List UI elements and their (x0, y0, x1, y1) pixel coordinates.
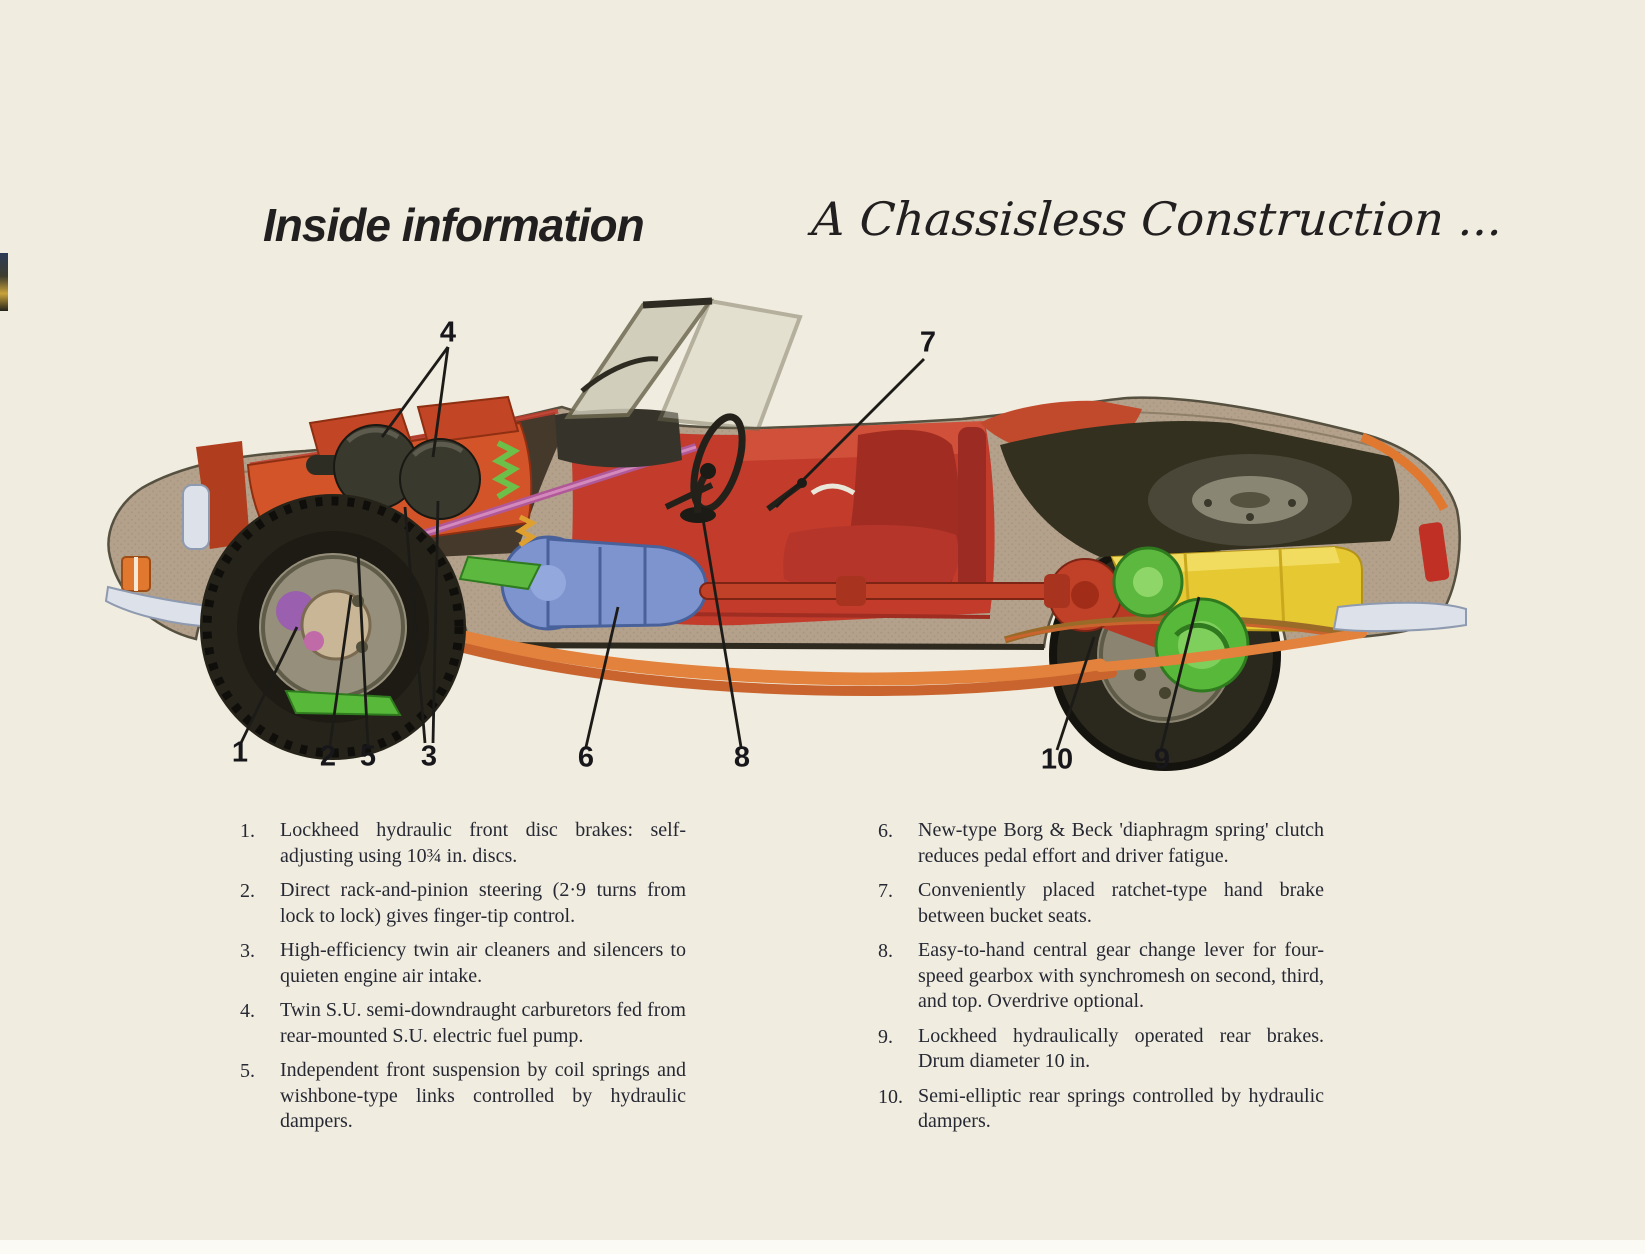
bumper-over-rider (183, 485, 209, 549)
windshield (568, 301, 800, 429)
page-subtitle: A Chassisless Construction ... (810, 192, 1505, 246)
legend-item-text: Lockheed hydraulic front disc brakes: self-adjusting using 10¾ in. discs. (280, 819, 686, 867)
legend-item-number: 8. (878, 940, 893, 962)
legend-item-text: New-type Borg & Beck 'diaphragm spring' clutch reduces pedal effort and driver fatigue. (918, 819, 1324, 867)
callout-number-3: 3 (420, 740, 438, 773)
legend-column-left (240, 818, 686, 1144)
legend-item (240, 1058, 686, 1135)
gearbox (502, 537, 706, 629)
car-cutaway-illustration (100, 295, 1470, 800)
callout-number-4: 4 (439, 316, 457, 349)
callout-number-9: 9 (1153, 743, 1171, 776)
callout-number-2: 2 (319, 740, 337, 773)
callout-number-8: 8 (733, 741, 751, 774)
page-title: Inside information (263, 199, 644, 251)
car-cutaway-svg (100, 295, 1470, 800)
rear-bumper (1334, 603, 1466, 631)
legend-item-number: 5. (240, 1060, 255, 1082)
legend-item-text: Conveniently placed ratchet-type hand brake between bucket seats. (918, 879, 1324, 927)
legend-item (878, 1024, 1324, 1075)
legend-item-number: 2. (240, 880, 255, 902)
legend-item (240, 998, 686, 1049)
legend-item-text: Twin S.U. semi-downdraught carburetors fed from rear-mounted S.U. electric fuel pump. (280, 999, 686, 1047)
legend-item-number: 10. (878, 1085, 903, 1108)
scan-edge-artifact (0, 253, 8, 311)
legend-item (878, 938, 1324, 1015)
callout-number-1: 1 (231, 736, 249, 769)
legend-item (878, 878, 1324, 929)
legend-item (878, 1084, 1324, 1135)
legend-item-text: High-efficiency twin air cleaners and silencers to quieten engine air intake. (280, 939, 686, 987)
legend-item (240, 938, 686, 989)
legend-item-text: Semi-elliptic rear springs controlled by hydraulic dampers. (918, 1084, 1324, 1132)
spare-wheel (1148, 454, 1352, 546)
legend-item-number: 6. (878, 820, 893, 842)
scan-bottom-strip (0, 1240, 1645, 1254)
callout-number-6: 6 (577, 741, 595, 774)
legend-item (240, 878, 686, 929)
legend-item-number: 3. (240, 940, 255, 962)
callout-number-5: 5 (359, 740, 377, 773)
legend-column-right (878, 818, 1324, 1144)
legend-item (240, 818, 686, 869)
callout-number-10: 10 (1040, 743, 1074, 776)
callout-number-7: 7 (919, 326, 937, 359)
legend-item-number: 9. (878, 1025, 893, 1048)
legend-item (878, 818, 1324, 869)
legend-item-number: 4. (240, 1000, 255, 1022)
legend-item-text: Direct rack-and-pinion steering (2·9 turns from lock to lock) gives finger-tip control. (280, 879, 686, 927)
legend-item-number: 7. (878, 880, 893, 902)
legend-item-number: 1. (240, 820, 255, 842)
legend-item-text: Independent front suspension by coil springs and wishbone-type links controlled by hydraulic dampers. (280, 1059, 686, 1132)
legend-item-text: Lockheed hydraulically operated rear brakes. Drum diameter 10 in. (918, 1024, 1324, 1072)
legend-item-text: Easy-to-hand central gear change lever for four-speed gearbox with synchromesh on second, third, and top. Overdrive optional. (918, 939, 1324, 1012)
